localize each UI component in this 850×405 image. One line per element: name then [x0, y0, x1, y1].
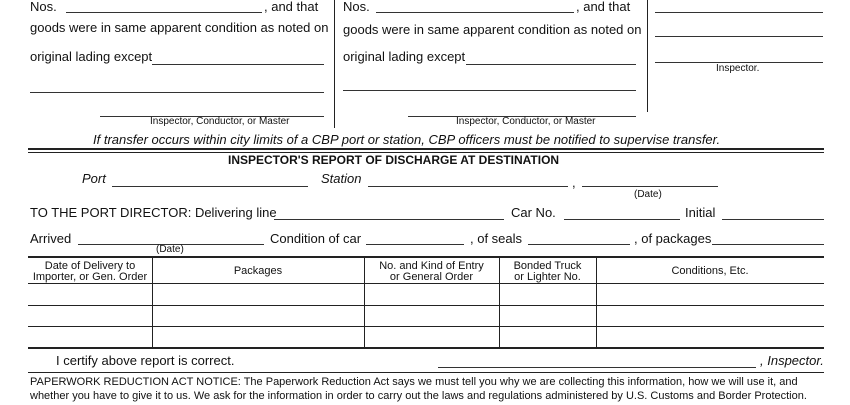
arrived-label: Arrived — [30, 231, 72, 246]
col3-line-1[interactable] — [655, 12, 823, 13]
paperwork-notice-line-2: whether you have to give it to us. We ask for the information in order to carry out the laws and regulations administered by U.S. Customs and Border Protection. — [30, 390, 807, 402]
of-packages-label: , of packages — [634, 231, 712, 246]
transfer-notice: If transfer occurs within city limits of a CBP port or station, CBP officers must be notified to supervise transfer. — [93, 132, 721, 147]
col2-and-that: , and that — [576, 0, 631, 14]
arrived-date-caption: (Date) — [156, 244, 184, 255]
header-date-of-delivery: Date of Delivery to Importer, or Gen. Order — [32, 260, 148, 283]
seals-field[interactable] — [528, 244, 630, 245]
header-packages: Packages — [233, 265, 283, 277]
station-date-comma: , — [572, 175, 576, 190]
col2-condition-text: goods were in same apparent condition as noted on — [343, 22, 642, 37]
col3-line-2[interactable] — [655, 36, 823, 37]
table-row[interactable] — [28, 327, 824, 346]
of-seals-label: , of seals — [470, 231, 523, 246]
initial-field[interactable] — [722, 219, 824, 220]
col3-signature-caption: Inspector. — [716, 63, 760, 74]
condition-of-car-label: Condition of car — [270, 231, 362, 246]
certify-text: I certify above report is correct. — [56, 353, 235, 368]
col2-extra-line[interactable] — [343, 90, 636, 91]
section-separator — [28, 148, 824, 150]
table-top-border — [28, 256, 824, 258]
col1-and-that: , and that — [264, 0, 319, 14]
col1-signature-caption: Inspector, Conductor, or Master — [150, 116, 290, 127]
delivering-line-field[interactable] — [274, 219, 504, 220]
car-no-label: Car No. — [511, 205, 556, 220]
inspector-signature-label: , Inspector. — [760, 353, 824, 368]
col-divider-1 — [334, 0, 335, 128]
col1-condition-text: goods were in same apparent condition as noted on — [30, 20, 329, 35]
col2-signature-caption: Inspector, Conductor, or Master — [456, 116, 596, 127]
col1-lading-except-field[interactable] — [152, 64, 324, 65]
table-bottom-border — [28, 347, 824, 349]
col1-nos-label: Nos. — [30, 0, 57, 14]
report-date-caption: (Date) — [634, 189, 662, 200]
header-bonded-truck: Bonded Truck or Lighter No. — [513, 260, 582, 283]
header-entry-kind: No. and Kind of Entry or General Order — [379, 260, 484, 283]
port-field[interactable] — [112, 186, 308, 187]
col2-lading-except-label: original lading except — [343, 49, 466, 64]
col2-nos-label: Nos. — [343, 0, 370, 14]
col1-lading-except-label: original lading except — [30, 49, 153, 64]
inspector-signature-field[interactable] — [438, 367, 756, 368]
packages-field[interactable] — [712, 244, 824, 245]
report-date-field[interactable] — [582, 186, 718, 187]
table-row[interactable] — [28, 306, 824, 325]
col1-extra-line[interactable] — [30, 92, 324, 93]
port-label: Port — [82, 171, 106, 186]
table-row[interactable] — [28, 284, 824, 304]
station-field[interactable] — [368, 186, 568, 187]
col1-nos-field[interactable] — [66, 12, 262, 13]
paperwork-separator — [28, 372, 824, 373]
to-port-director-label: TO THE PORT DIRECTOR: Delivering line — [30, 205, 277, 220]
car-no-field[interactable] — [564, 219, 680, 220]
header-conditions: Conditions, Etc. — [671, 265, 749, 277]
condition-of-car-field[interactable] — [366, 244, 464, 245]
col2-nos-field[interactable] — [376, 12, 574, 13]
col2-lading-except-field[interactable] — [466, 64, 636, 65]
paperwork-notice-line-1: PAPERWORK REDUCTION ACT NOTICE: The Paperwork Reduction Act says we must tell you why we are collecting this information, how we will use it, and — [30, 376, 798, 388]
station-label: Station — [321, 171, 362, 186]
col-divider-2 — [647, 0, 648, 112]
initial-label: Initial — [685, 205, 716, 220]
report-title: INSPECTOR'S REPORT OF DISCHARGE AT DESTINATION — [228, 153, 560, 167]
